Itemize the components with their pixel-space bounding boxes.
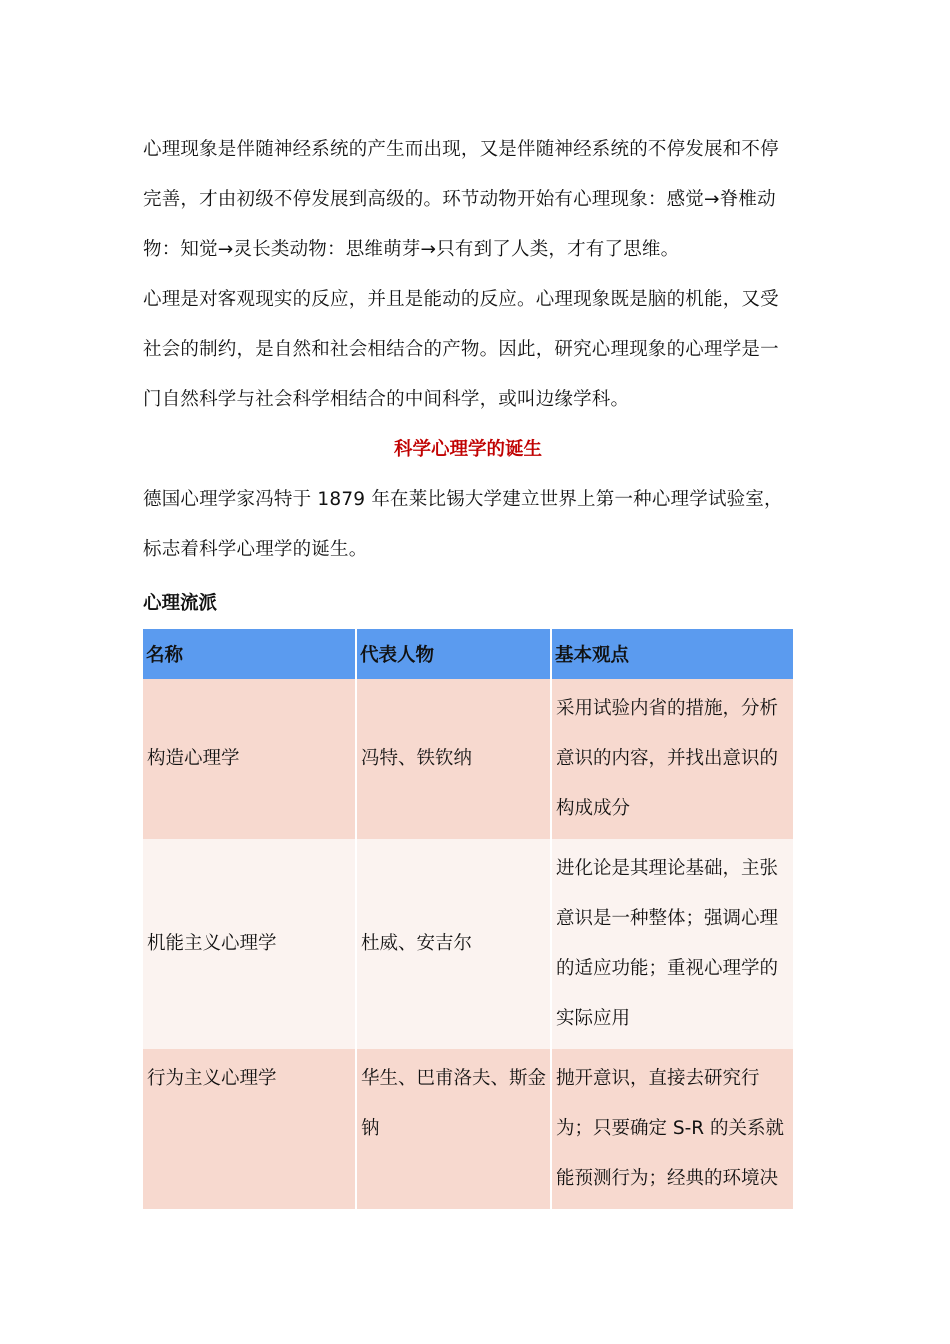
- column-header-view: 基本观点: [551, 629, 793, 679]
- paragraph-nature: 心理是对客观现实的反应，并且是能动的反应。心理现象既是脑的机能，又受社会的制约，是自然和社会相结合的产物。因此，研究心理现象的心理学是一门自然科学与社会科学相结合的中间科学，或叫边缘学科。: [143, 289, 779, 410]
- cell-people: 冯特、铁钦纳: [356, 679, 551, 839]
- section-title: 科学心理学的诞生: [393, 439, 542, 460]
- cell-name: 机能主义心理学: [143, 839, 356, 1049]
- table-row: [143, 1049, 793, 1209]
- table-row: [143, 839, 793, 1049]
- cell-name: 行为主义心理学: [143, 1049, 356, 1209]
- table-header-row: [143, 629, 793, 679]
- cell-people: 杜威、安吉尔: [356, 839, 551, 1049]
- cell-view: 抛开意识，直接去研究行为；只要确定 S-R 的关系就能预测行为；经典的环境决: [551, 1049, 793, 1209]
- cell-name: 构造心理学: [143, 679, 356, 839]
- table-row: [143, 679, 793, 839]
- column-header-name: 名称: [143, 629, 356, 679]
- table-heading: 心理流派: [143, 593, 218, 614]
- section-body: 德国心理学家冯特于 1879 年在莱比锡大学建立世界上第一种心理学试验室，标志着科学心理学的诞生。: [143, 489, 783, 560]
- paragraph-origin: 心理现象是伴随神经系统的产生而出现，又是伴随神经系统的不停发展和不停完善，才由初级不停发展到高级的。环节动物开始有心理现象：感觉→脊椎动物：知觉→灵长类动物：思维萌芽→只有到了人类，才有了思维。: [143, 139, 779, 260]
- cell-view: 进化论是其理论基础，主张意识是一种整体；强调心理的适应功能；重视心理学的实际应用: [551, 839, 793, 1049]
- schools-table: [143, 629, 793, 1209]
- column-header-people: 代表人物: [356, 629, 551, 679]
- cell-view: 采用试验内省的措施，分析意识的内容，并找出意识的构成成分: [551, 679, 793, 839]
- cell-people: 华生、巴甫洛夫、斯金钠: [356, 1049, 551, 1209]
- document-body: [143, 125, 793, 1209]
